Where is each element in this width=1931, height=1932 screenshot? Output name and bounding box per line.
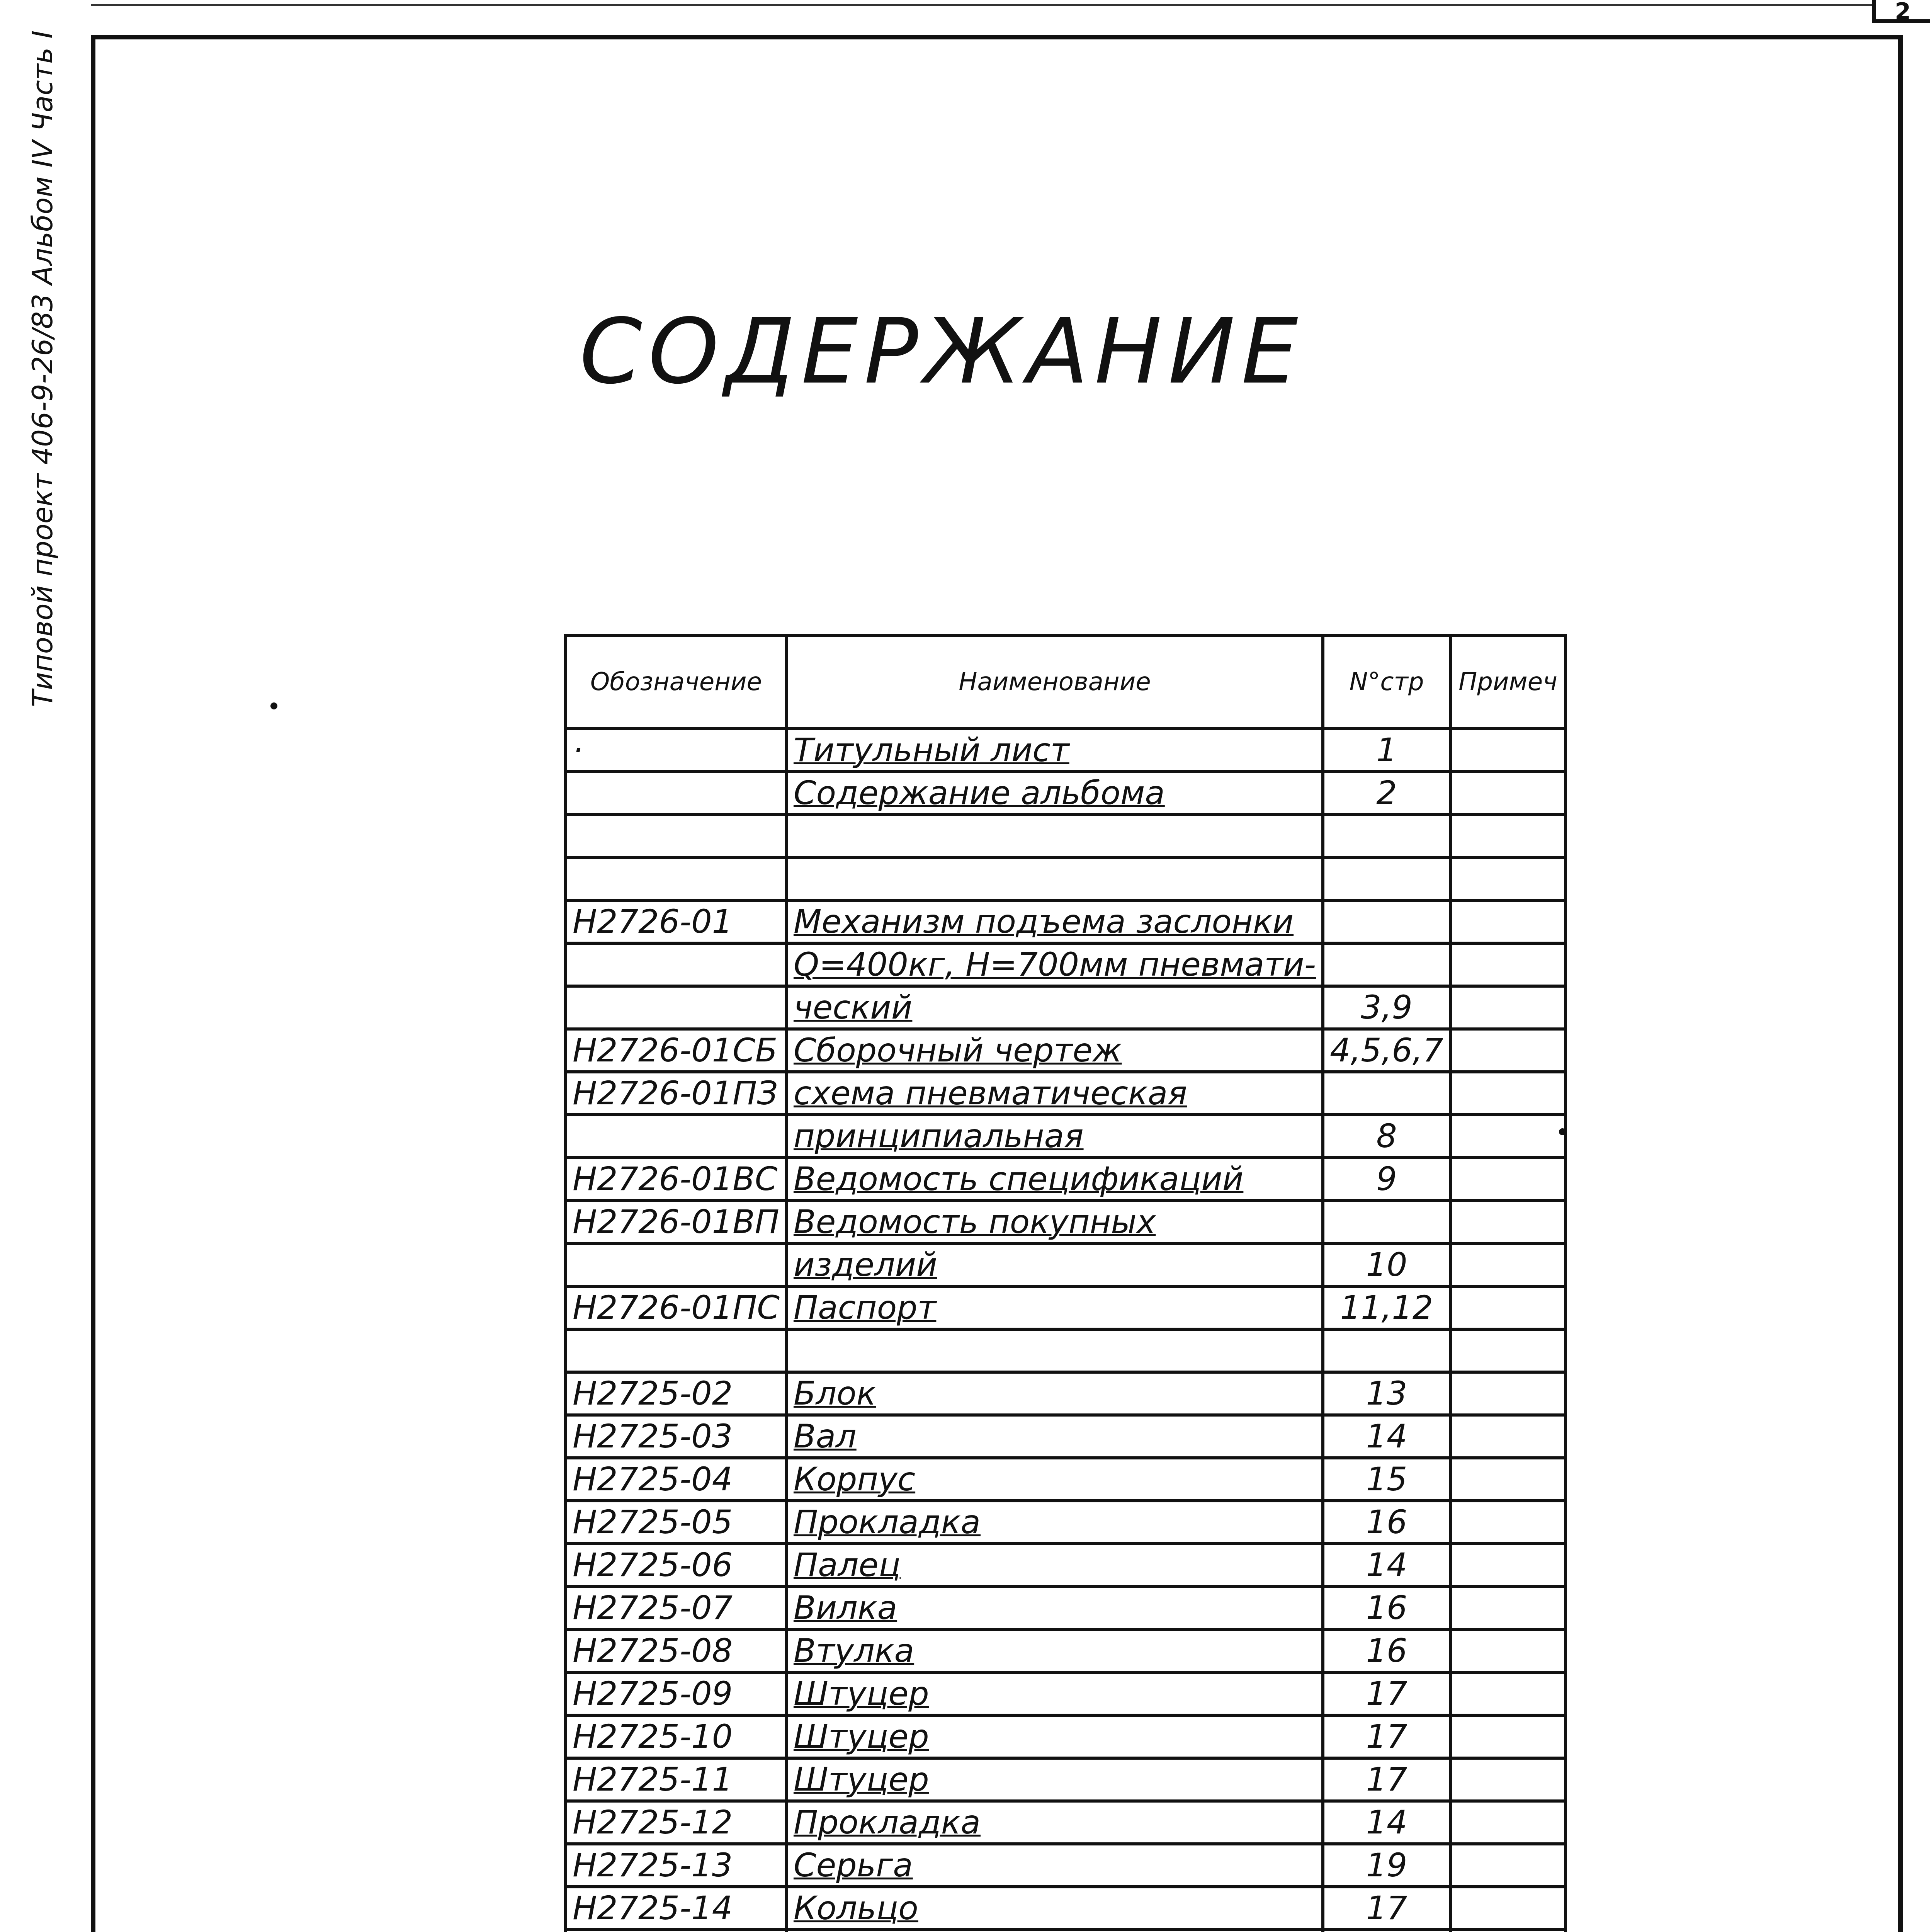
sheet-number: 2 [1872, 0, 1930, 23]
header-note: Примеч [1450, 635, 1566, 729]
cell-code [566, 772, 787, 815]
cell-code: Н2726-01ПЗ [566, 1072, 787, 1115]
table-row [566, 1672, 1566, 1715]
cell-page: 16 [1323, 1629, 1450, 1672]
cell-note [1450, 900, 1566, 943]
cell-page: 17 [1323, 1715, 1450, 1758]
cell-page: 19 [1323, 1844, 1450, 1887]
cell-code: Н2725-05 [566, 1501, 787, 1544]
cell-page [1323, 900, 1450, 943]
cell-code: Н2725-03 [566, 1415, 787, 1458]
cell-name: Ведомость покупных [787, 1201, 1323, 1243]
cell-code: Н2725-04 [566, 1458, 787, 1501]
table-row [566, 1243, 1566, 1286]
cell-code [566, 1115, 787, 1158]
header-page: N°стр [1323, 635, 1450, 729]
cell-page: 16 [1323, 1501, 1450, 1544]
cell-code [566, 943, 787, 986]
cell-note [1450, 1801, 1566, 1844]
table-row [566, 1286, 1566, 1329]
table-header-row [566, 635, 1566, 729]
cell-name: Блок [787, 1372, 1323, 1415]
table-row [566, 1587, 1566, 1629]
cell-name: Корпус [787, 1458, 1323, 1501]
cell-note [1450, 1158, 1566, 1201]
table-row [566, 1887, 1566, 1930]
cell-name [787, 857, 1323, 900]
side-project-note: Типовой проект 406-9-26/83 Альбом IV Часть I [26, 30, 59, 707]
page-title: СОДЕРЖАНИЕ [580, 299, 1304, 404]
cell-code [566, 857, 787, 900]
cell-note [1450, 1286, 1566, 1329]
cell-name: Q=400кг, Н=700мм пневмати- [787, 943, 1323, 986]
cell-note [1450, 1844, 1566, 1887]
table-row [566, 1629, 1566, 1672]
cell-note [1450, 1715, 1566, 1758]
cell-name: Содержание альбома [787, 772, 1323, 815]
cell-note [1450, 1587, 1566, 1629]
table-row [566, 1801, 1566, 1844]
cell-code: Н2725-13 [566, 1844, 787, 1887]
cell-code: · [566, 729, 787, 772]
table-row [566, 1029, 1566, 1072]
cell-note [1450, 1243, 1566, 1286]
cell-note [1450, 772, 1566, 815]
cell-code: Н2726-01 [566, 900, 787, 943]
cell-name: принципиальная [787, 1115, 1323, 1158]
cell-name: Вилка [787, 1587, 1323, 1629]
cell-note [1450, 1544, 1566, 1587]
cell-code: Н2725-12 [566, 1801, 787, 1844]
cell-code: Н2725-06 [566, 1544, 787, 1587]
header-code: Обозначение [566, 635, 787, 729]
table-row [566, 986, 1566, 1029]
cell-page: 16 [1323, 1587, 1450, 1629]
table-row [566, 1372, 1566, 1415]
cell-note [1450, 1930, 1566, 1932]
cell-name: Прокладка [787, 1501, 1323, 1544]
cell-page [1323, 857, 1450, 900]
cell-note [1450, 1887, 1566, 1930]
cell-note [1450, 1458, 1566, 1501]
table-row [566, 1715, 1566, 1758]
cell-page [1323, 1329, 1450, 1372]
cell-code: Н2725-09 [566, 1672, 787, 1715]
cell-note [1450, 1201, 1566, 1243]
cell-code: Н2726-01ПС [566, 1286, 787, 1329]
cell-code [566, 1243, 787, 1286]
cell-code: Н2726-01ВП [566, 1201, 787, 1243]
cell-code: Н2726-01СБ [566, 1029, 787, 1072]
cell-page [1323, 1201, 1450, 1243]
cell-page: 2 [1323, 772, 1450, 815]
cell-page: 14 [1323, 1415, 1450, 1458]
table-row [566, 1329, 1566, 1372]
table-row [566, 1072, 1566, 1115]
cell-page: 9 [1323, 1158, 1450, 1201]
table-row [566, 857, 1566, 900]
cell-name: Механизм подъема заслонки [787, 900, 1323, 943]
cell-name: Ведомость спецификаций [787, 1158, 1323, 1201]
cell-code: Н2725-14 [566, 1887, 787, 1930]
cell-note [1450, 1072, 1566, 1115]
cell-name: Штуцер [787, 1758, 1323, 1801]
cell-code: Н2726-01ВС [566, 1158, 787, 1201]
table-row [566, 772, 1566, 815]
cell-page [1323, 1930, 1450, 1932]
cell-page: 11,12 [1323, 1286, 1450, 1329]
table-row [566, 900, 1566, 943]
cell-note [1450, 1501, 1566, 1544]
cell-name: Кольцо [787, 1887, 1323, 1930]
cell-page: 13 [1323, 1372, 1450, 1415]
cell-code [566, 815, 787, 857]
cell-note [1450, 1415, 1566, 1458]
cell-name: Серьга [787, 1844, 1323, 1887]
cell-name [787, 1930, 1323, 1932]
top-border-line [91, 4, 1872, 6]
cell-note [1450, 1372, 1566, 1415]
table-row [566, 943, 1566, 986]
cell-page: 15 [1323, 1458, 1450, 1501]
cell-name: Прокладка [787, 1801, 1323, 1844]
cell-note [1450, 1629, 1566, 1672]
cell-page: 1 [1323, 729, 1450, 772]
cell-name: изделий [787, 1243, 1323, 1286]
cell-page: 3,9 [1323, 986, 1450, 1029]
table-row [566, 729, 1566, 772]
cell-name: Титульный лист [787, 729, 1323, 772]
table-row [566, 1544, 1566, 1587]
table-row [566, 1201, 1566, 1243]
table-body [566, 729, 1566, 1932]
table-row [566, 1930, 1566, 1932]
cell-note [1450, 1029, 1566, 1072]
table-row [566, 815, 1566, 857]
cell-page [1323, 1072, 1450, 1115]
cell-note [1450, 986, 1566, 1029]
cell-name: Паспорт [787, 1286, 1323, 1329]
cell-page: 14 [1323, 1801, 1450, 1844]
cell-name [787, 815, 1323, 857]
cell-page [1323, 815, 1450, 857]
cell-note [1450, 943, 1566, 986]
cell-name: Сборочный чертеж [787, 1029, 1323, 1072]
cell-page: 17 [1323, 1672, 1450, 1715]
cell-page: 4,5,6,7 [1323, 1029, 1450, 1072]
cell-page: 14 [1323, 1544, 1450, 1587]
cell-name: Палец [787, 1544, 1323, 1587]
cell-code [566, 986, 787, 1029]
cell-code: Н2725-10 [566, 1715, 787, 1758]
table-row [566, 1758, 1566, 1801]
cell-code: Н2725-02 [566, 1372, 787, 1415]
cell-name: Вал [787, 1415, 1323, 1458]
table-row [566, 1415, 1566, 1458]
cell-code: Н2725-11 [566, 1758, 787, 1801]
contents-table [564, 634, 1567, 1932]
header-name: Наименование [787, 635, 1323, 729]
stray-mark [270, 702, 277, 709]
cell-name: Штуцер [787, 1672, 1323, 1715]
cell-page: 8 [1323, 1115, 1450, 1158]
cell-code: Н2725-08 [566, 1629, 787, 1672]
cell-page: 10 [1323, 1243, 1450, 1286]
table-row [566, 1115, 1566, 1158]
cell-name: схема пневматическая [787, 1072, 1323, 1115]
cell-page: 17 [1323, 1758, 1450, 1801]
cell-note [1450, 1672, 1566, 1715]
cell-code [566, 1329, 787, 1372]
cell-name [787, 1329, 1323, 1372]
table-row [566, 1501, 1566, 1544]
table-row [566, 1458, 1566, 1501]
table-row [566, 1158, 1566, 1201]
cell-page [1323, 943, 1450, 986]
cell-name: ческий [787, 986, 1323, 1029]
cell-name: Штуцер [787, 1715, 1323, 1758]
cell-name: Втулка [787, 1629, 1323, 1672]
cell-code [566, 1930, 787, 1932]
cell-note [1450, 1115, 1566, 1158]
cell-note [1450, 815, 1566, 857]
cell-code: Н2725-07 [566, 1587, 787, 1629]
cell-note [1450, 1329, 1566, 1372]
table-row [566, 1844, 1566, 1887]
cell-note [1450, 857, 1566, 900]
cell-note [1450, 1758, 1566, 1801]
cell-page: 17 [1323, 1887, 1450, 1930]
cell-note [1450, 729, 1566, 772]
